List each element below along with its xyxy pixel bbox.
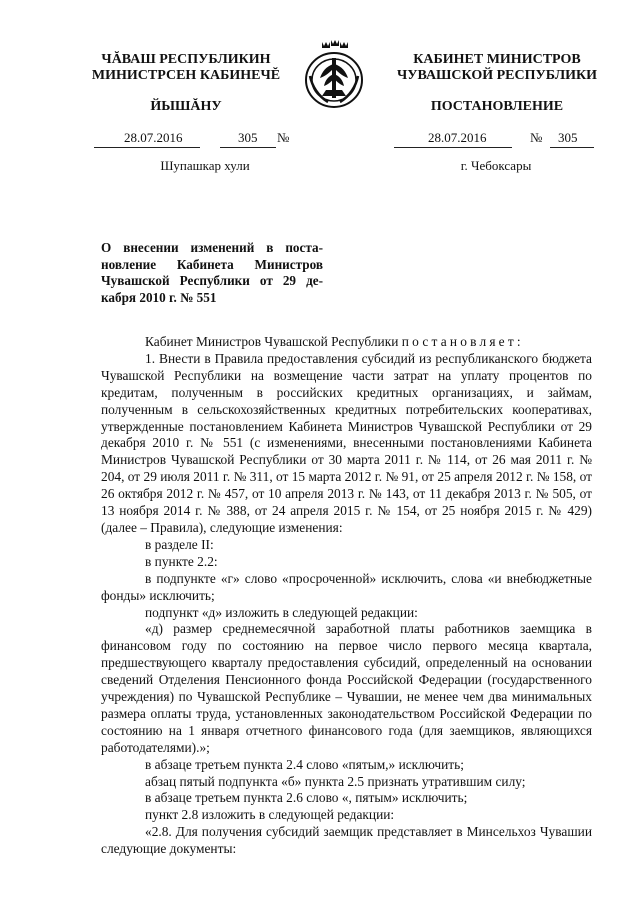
right-date: 28.07.2016: [428, 130, 487, 145]
doc-type-chuvash: ЙЫШĂНУ: [150, 99, 222, 114]
header-left-line2: МИНИСТРСЕН КАБИНЕЧĔ: [91, 68, 281, 83]
paragraph-5: подпункт «д» изложить в следующей редакции:: [145, 604, 418, 620]
chuvash-emblem-icon: [302, 38, 366, 110]
subject-line-3: Чувашской Республики от 29 де-: [101, 273, 323, 288]
registration-right: [394, 132, 594, 148]
left-date: 28.07.2016: [124, 130, 183, 145]
doc-type-russian: ПОСТАНОВЛЕНИЕ: [430, 99, 564, 114]
subject-line-1: О внесении изменений в поста-: [101, 240, 323, 255]
intro-paragraph: [101, 334, 592, 351]
right-no-sign: №: [530, 130, 543, 145]
paragraph-10: пункт 2.8 изложить в следующей редакции:: [145, 807, 395, 823]
paragraph-8: абзац пятый подпункта «б» пункта 2.5 признать утратившим силу;: [145, 773, 526, 789]
document-body: [101, 334, 592, 858]
paragraph-7: в абзаце третьем пункта 2.4 слово «пятым,» исключить;: [145, 756, 464, 772]
header-left-line1: ЧĂВАШ РЕСПУБЛИКИН: [101, 52, 271, 67]
paragraph-1: 1. Внести в Правила предоставления субсидий из республиканского бюджета Чувашской Республики на возмещение части затрат на уплату процентов по кредитам, полученным в российских кредитных организациях, и займам, полученным в сельскохозяйственных кредитных потребительских кооперативах, утвержденные постановлением Кабинета Министров Чувашской Республики от 29 декабря 2010 г. № 551 (с изменениями, внесенными постановлениями Кабинета Министров Чувашской Республики от 30 марта 2011 г. № 114, от 26 мая 2011 г. № 204, от 29 июля 2011 г. № 311, от 15 марта 2012 г. № 91, от 25 апреля 2012 г. № 158, от 26 октября 2012 г. № 457, от 10 апреля 2013 г. № 143, от 11 декабря 2013 г. № 505, от 13 ноября 2014 г. № 388, от 24 апреля 2015 г. № 154, от 25 ноября 2015 г. № 429) (далее – Правила), следующие изменения:: [101, 350, 592, 535]
paragraph-9: в абзаце третьем пункта 2.6 слово «, пятым» исключить;: [145, 790, 468, 806]
header-right-line2: ЧУВАШСКОЙ РЕСПУБЛИКИ: [396, 68, 598, 83]
right-number: 305: [558, 130, 578, 145]
left-number: 305: [238, 130, 258, 145]
subject-line-2: новление Кабинета Министров: [101, 256, 323, 272]
decree-word: постановляет:: [401, 334, 524, 349]
header-left: [86, 52, 286, 84]
header-right: [392, 52, 602, 84]
header-right-line1: КАБИНЕТ МИНИСТРОВ: [413, 52, 581, 67]
paragraph-3: в пункте 2.2:: [145, 553, 218, 569]
intro-text: Кабинет Министров Чувашской Республики: [145, 334, 399, 349]
paragraph-4: в подпункте «г» слово «просроченной» исключить, слова «и внебюджетные фонды» исключить;: [101, 570, 592, 603]
place-chuvash: Шупашкар хули: [160, 158, 250, 173]
subject-line-4: кабря 2010 г. № 551: [101, 289, 217, 305]
left-no-sign: №: [277, 130, 290, 145]
registration-left: [94, 132, 314, 148]
place-russian: г. Чебоксары: [460, 158, 532, 173]
document-subject: [101, 240, 323, 306]
paragraph-11: «2.8. Для получения субсидий заемщик представляет в Минсельхоз Чувашии следующие документы:: [101, 824, 592, 857]
paragraph-2: в разделе II:: [145, 536, 214, 552]
paragraph-6: «д) размер среднемесячной заработной платы работников заемщика в финансовом году по состоянию на первое число первого месяца квартала, предшествующего кварталу предоставления субсидий, определенный на основании сведений Отделения Пенсионного фонда Российской Федерации (государственного учреждения) по Чувашской Республике – Чувашии, не менее чем два минимальных размера оплаты труда, установленных законодательством Российской Федерации по состоянию на 1 января отчетного финансового года (для заемщиков, являющихся работодателями).»;: [101, 621, 592, 755]
